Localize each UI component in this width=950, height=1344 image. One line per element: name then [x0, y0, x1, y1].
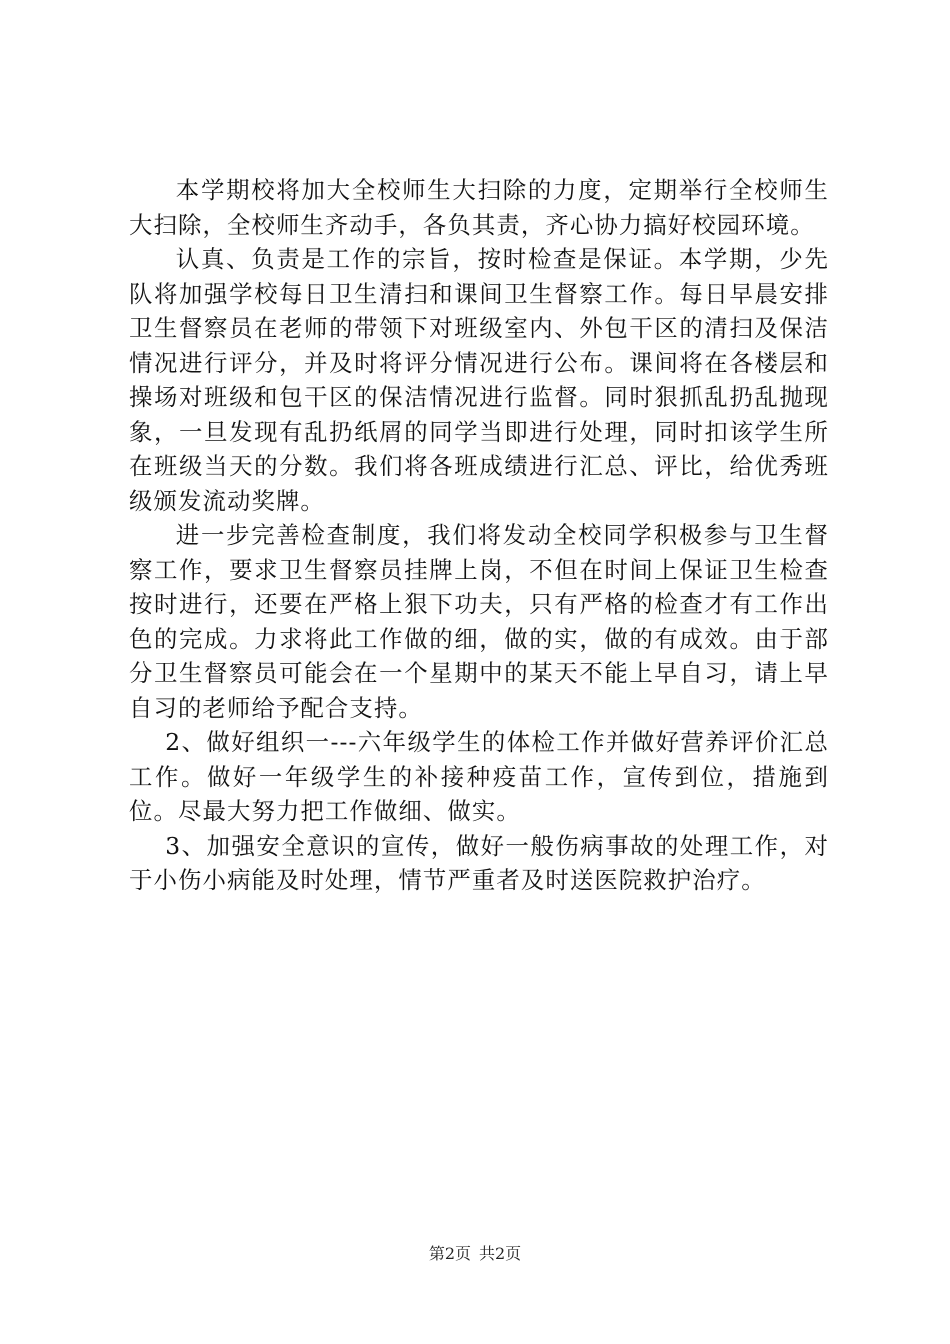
paragraph-inspection-duty: 认真、负责是工作的宗旨，按时检查是保证。本学期，少先队将加强学校每日卫生清扫和课间卫生督察工作。每日早晨安排卫生督察员在老师的带领下对班级室内、外包干区的清扫及保洁情况进行评分，并及时将评分情况进行公布。课间将在各楼层和操场对班级和包干区的保洁情况进行监督。同时狠抓乱扔乱抛现象，一旦发现有乱扔纸屑的同学当即进行处理，同时扣该学生所在班级当天的分数。我们将各班成绩进行汇总、评比，给优秀班级颁发流动奖牌。: [129, 245, 829, 515]
paragraph-safety: 3、加强安全意识的宣传，做好一般伤病事故的处理工作，对于小伤小病能及时处理，情节严重者及时送医院救护治疗。: [129, 831, 829, 894]
page-number-current: 第2页: [428, 1244, 471, 1263]
page-footer: [0, 1244, 950, 1264]
document-body: [129, 173, 829, 898]
paragraph-inspection-system: 进一步完善检查制度，我们将发动全校同学积极参与卫生督察工作，要求卫生督察员挂牌上岗，不但在时间上保证卫生检查按时进行，还要在严格上狠下功夫，只有严格的检查才有工作出色的完成。力求将此工作做的细，做的实，做的有成效。由于部分卫生督察员可能会在一个星期中的某天不能上早自习，请上早自习的老师给予配合支持。: [129, 521, 829, 722]
paragraph-health-check: 2、做好组织一---六年级学生的体检工作并做好营养评价汇总工作。做好一年级学生的补接种疫苗工作，宣传到位，措施到位。尽最大努力把工作做细、做实。: [129, 728, 829, 825]
page-number-total: 共2页: [479, 1244, 522, 1263]
paragraph-cleanup: 本学期校将加大全校师生大扫除的力度，定期举行全校师生大扫除，全校师生齐动手，各负其责，齐心协力搞好校园环境。: [129, 176, 829, 239]
